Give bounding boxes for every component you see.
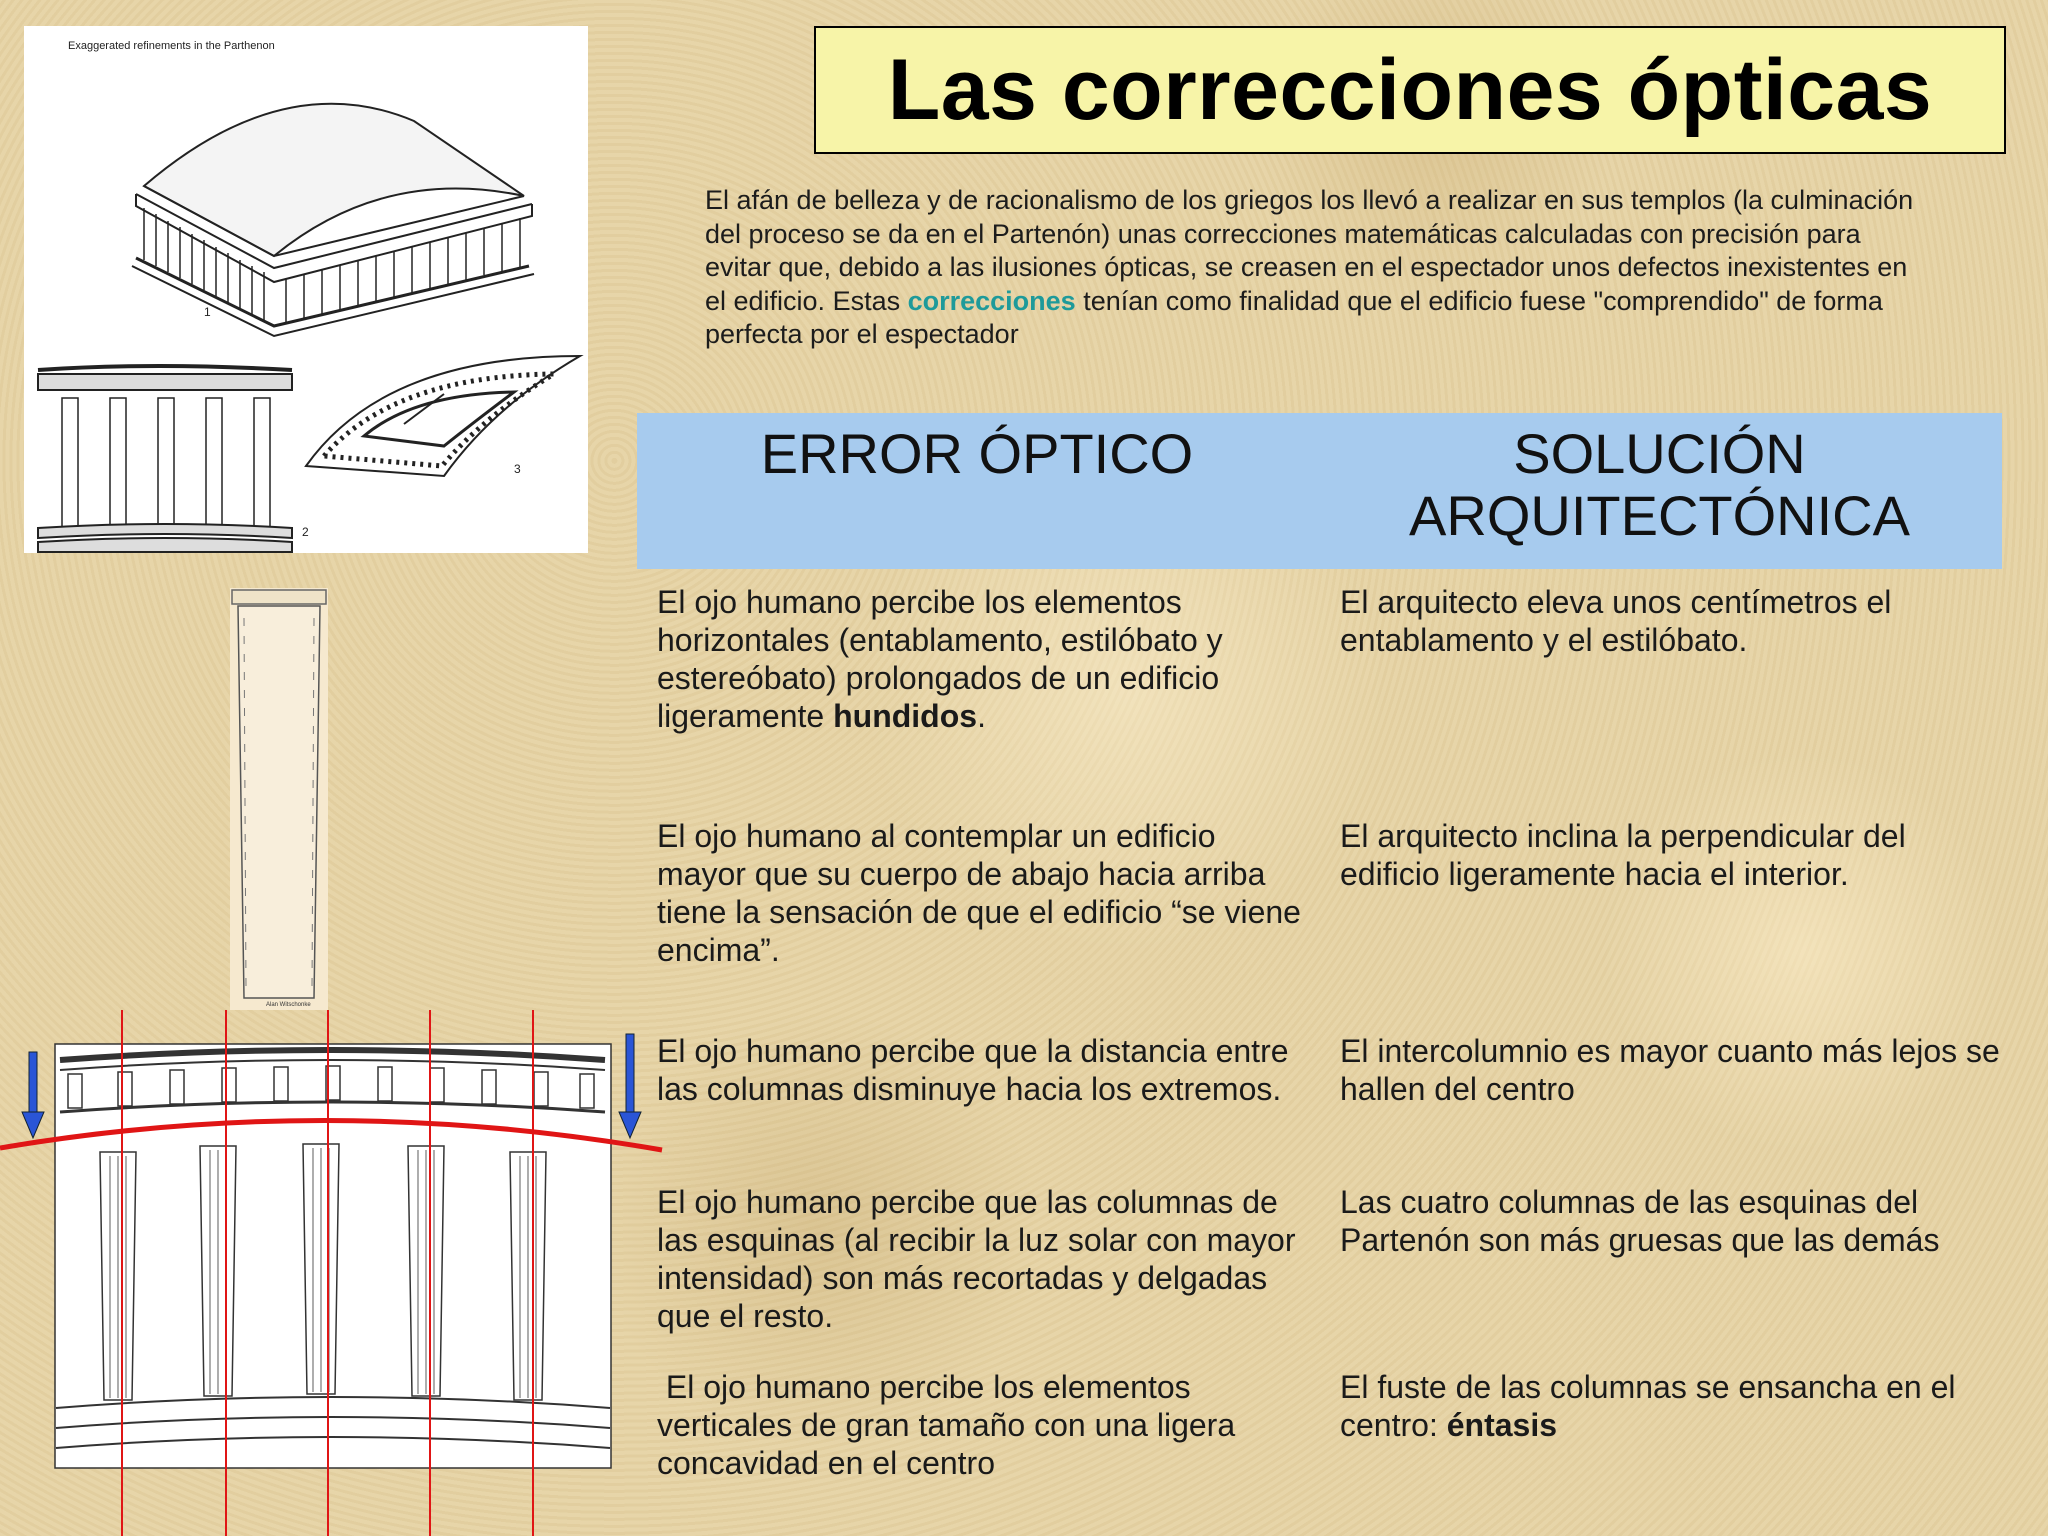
- row4-solution: Las cuatro columnas de las esquinas del Partenón son más gruesas que las demás: [1340, 1184, 1940, 1258]
- facade-columns-image: [0, 1000, 670, 1536]
- row1-error-bold: hundidos: [833, 698, 978, 734]
- row5-solution-text: El fuste de las columnas se ensancha en el centro:: [1340, 1369, 1956, 1443]
- row1-solution: El arquitecto eleva unos centímetros el entablamento y el estilóbato.: [1340, 584, 1892, 658]
- parthenon-refinements-image: [24, 26, 588, 553]
- header-solucion-line2: ARQUITECTÓNICA: [1409, 484, 1910, 547]
- row2-solution: El arquitecto inclina la perpendicular del edificio ligeramente hacia el interior.: [1340, 818, 1906, 892]
- temple-elevation-drawing: [38, 366, 292, 552]
- header-solucion: [1317, 423, 2002, 547]
- header-error-optico: ERROR ÓPTICO: [760, 422, 1194, 485]
- intro-highlight-correcciones[interactable]: correcciones: [907, 285, 1076, 316]
- row4-error: El ojo humano percibe que las columnas de las esquinas (al recibir la luz solar con mayor intensidad) son más recortadas y delgadas que el resto.: [657, 1184, 1296, 1334]
- table-header: [637, 413, 2002, 569]
- intro-paragraph: [705, 184, 1915, 352]
- header-solucion-line1: SOLUCIÓN: [1513, 422, 1806, 485]
- fig2-label: 2: [302, 525, 309, 539]
- row1-error-text: El ojo humano percibe los elementos horizontales (entablamento, estilóbato y estereóbato) prolongados de un edificio ligeramente: [657, 584, 1223, 734]
- intro-text-tail: tenían como finalidad que el edificio fuese "comprendido" de forma perfecta por el espectador: [705, 285, 1883, 349]
- row1-error: [657, 583, 1307, 735]
- fig1-label: 1: [204, 305, 211, 319]
- blue-arrow-right-icon: [619, 1034, 641, 1138]
- temple-perspective-drawing: [132, 104, 534, 336]
- row5-solution-bold: éntasis: [1446, 1407, 1557, 1443]
- intro-text: El afán de belleza y de racionalismo de los griegos los llevó a realizar en sus templos (la culminación del proceso se da en el Partenón) unas correcciones matemáticas calculadas con precisión para evitar que, debido a las ilusiones ópticas, se creasen en el espectador unos defectos inexistentes en el edificio. Estas: [705, 185, 1914, 316]
- parthenon-caption: Exaggerated refinements in the Parthenon: [68, 40, 275, 52]
- temple-plan-drawing: [306, 356, 580, 476]
- row3-solution: El intercolumnio es mayor cuanto más lejos se hallen del centro: [1340, 1033, 2000, 1107]
- row5-error: El ojo humano percibe los elementos verticales de gran tamaño con una ligera concavidad en el centro: [657, 1369, 1245, 1481]
- row5-solution: [1340, 1368, 2000, 1444]
- row2-error: El ojo humano al contemplar un edificio mayor que su cuerpo de abajo hacia arriba tiene la sensación de que el edificio “se viene encima”.: [657, 818, 1301, 968]
- fig3-label: 3: [514, 462, 521, 476]
- title-box: [814, 26, 2006, 154]
- blue-arrow-left-icon: [22, 1052, 44, 1138]
- row3-error: El ojo humano percibe que la distancia entre las columnas disminuye hacia los extremos.: [657, 1033, 1289, 1107]
- column-entasis-image: [230, 588, 328, 1010]
- column-credit: Alan Witschonke: [266, 1002, 311, 1008]
- row1-error-tail: .: [977, 698, 986, 734]
- page-title: Las correcciones ópticas: [887, 41, 1933, 138]
